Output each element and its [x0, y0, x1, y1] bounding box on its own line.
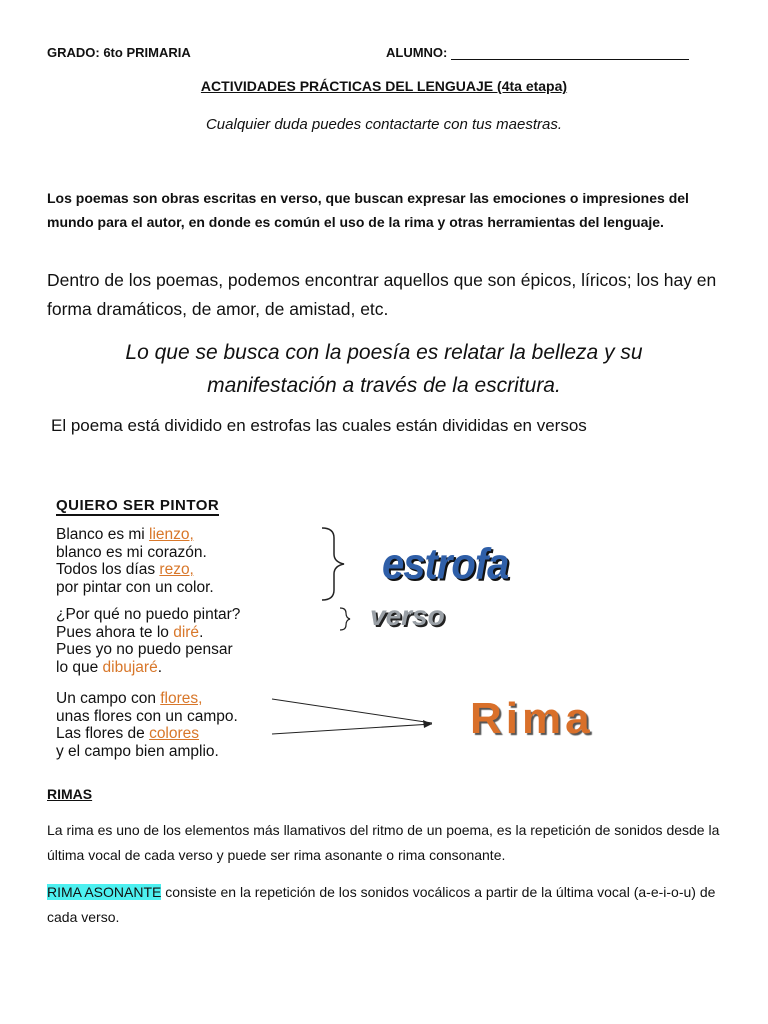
poem-line: por pintar con un color.	[56, 578, 214, 596]
poem-line: lo que dibujaré.	[56, 658, 163, 676]
poem-types-paragraph: Dentro de los poemas, podemos encontrar aquellos que son épicos, líricos; los hay en forma dramáticos, de amor, de amistad, etc.	[47, 270, 717, 319]
assonant-rhyme-definition: RIMA ASONANTE consiste en la repetición de los sonidos vocálicos a partir de la última vocal (a-e-i-o-u) de cada verso.	[47, 884, 716, 925]
poem-line: ¿Por qué no puedo pintar?	[56, 606, 241, 623]
poem-line: y el campo bien amplio.	[56, 742, 219, 760]
verse-brace	[340, 608, 350, 630]
poem-line: Un campo con flores,	[56, 690, 203, 707]
student-name-line	[451, 47, 689, 60]
rimas-heading: RIMAS	[47, 786, 93, 802]
rhyme-arrow-2	[272, 724, 432, 734]
rhyme-word: diré	[173, 623, 200, 641]
student-field	[386, 45, 689, 60]
poem-line: Pues ahora te lo diré.	[56, 623, 204, 641]
rhyme-word: flores,	[160, 690, 203, 707]
rhyme-word: lienzo,	[149, 526, 194, 543]
poem-line: blanco es mi corazón.	[56, 543, 207, 561]
poem-line: Blanco es mi lienzo,	[56, 526, 194, 543]
page-subtitle: Cualquier duda puedes contactarte con tus maestras.	[205, 116, 563, 133]
student-label: ALUMNO:	[386, 45, 448, 60]
stanza-brace	[322, 528, 344, 600]
poem-line: Las flores de colores	[56, 725, 200, 742]
label-verso: verso	[370, 600, 445, 631]
poetry-quote: Lo que se busca con la poesía es relatar la belleza y su manifestación a través de la escritura.	[125, 341, 643, 397]
annotation-marks	[0, 496, 768, 768]
page-title: ACTIVIDADES PRÁCTICAS DEL LENGUAJE (4ta etapa)	[200, 78, 568, 94]
structure-paragraph: El poema está dividido en estrofas las cuales están divididas en versos	[51, 416, 587, 435]
rhyme-definition: La rima es uno de los elementos más llamativos del ritmo de un poema, es la repetición de sonidos desde la última vocal de cada verso y puede ser rima asonante o rima consonante.	[47, 822, 720, 863]
rhyme-word: rezo,	[159, 561, 194, 578]
rhyme-word: colores	[149, 725, 200, 742]
rhyme-word: dibujaré	[102, 658, 158, 676]
grade-label: GRADO: 6to PRIMARIA	[47, 45, 191, 60]
label-estrofa: estrofa	[382, 539, 509, 589]
poem-line: unas flores con un campo.	[56, 707, 238, 725]
rhyme-arrow-head	[423, 720, 432, 728]
rhyme-arrow-1	[272, 699, 432, 723]
intro-paragraph: Los poemas son obras escritas en verso, que buscan expresar las emociones o impresiones del mundo para el autor, en donde es común el uso de la rima y otras herramientas del lenguaje.	[47, 190, 689, 230]
poem-title: QUIERO SER PINTOR	[56, 497, 220, 514]
assonant-highlight: RIMA ASONANTE	[47, 884, 162, 900]
poem-line: Todos los días rezo,	[56, 561, 194, 578]
poem-line: Pues yo no puedo pensar	[56, 641, 233, 658]
label-rima: Rima	[470, 694, 594, 743]
poem-illustration	[0, 496, 768, 768]
